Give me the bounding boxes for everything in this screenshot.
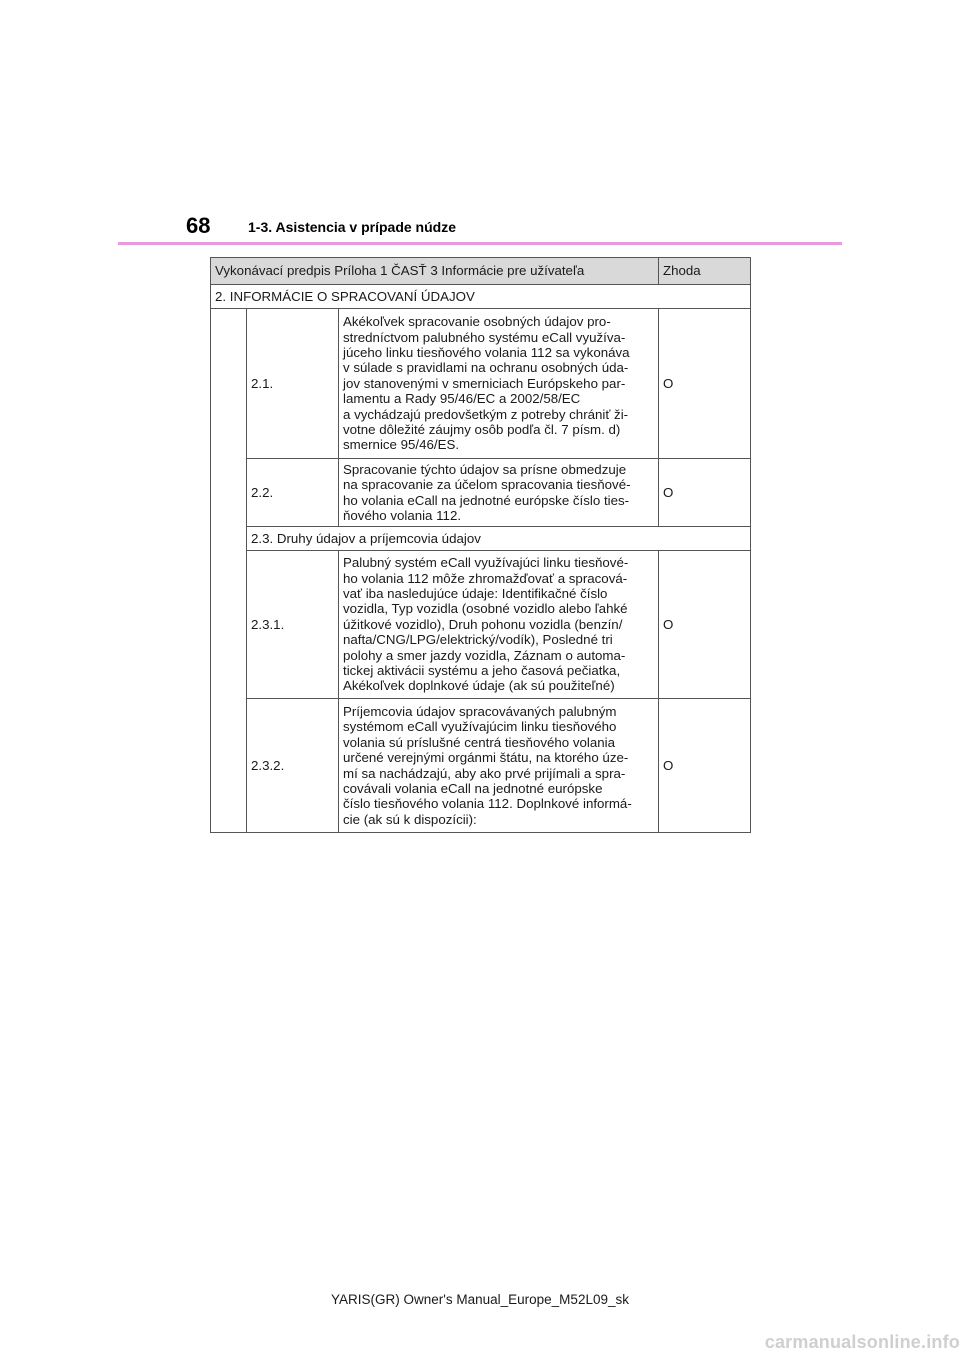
section-heading: 2. INFORMÁCIE O SPRACOVANÍ ÚDAJOV <box>211 285 751 309</box>
table-row <box>211 551 751 699</box>
row-number: 2.3.1. <box>247 551 339 699</box>
row-number: 2.1. <box>247 309 339 459</box>
row-text: Akékoľvek spracovanie osobných údajov pro- stredníctvom palubného systému eCall využíva- júceho linku tiesňového volania 112 sa vykonáva v súlade s pravidlami na ochranu osobných úda- jov stanovenými v smerniciach Európskeho par- lamentu a Rady 95/46/EC a 2002/58/EC a vychádzajú predovšetkým z potreby chrániť ži- votne dôležité záujmy osôb podľa čl. 7 písm. d) smernice 95/46/ES. <box>339 309 659 459</box>
row-text: Spracovanie týchto údajov sa prísne obmedzuje na spracovanie za účelom spracovania tiesňové- ho volania eCall na jednotné európske číslo ties- ňového volania 112. <box>339 459 659 527</box>
indent-cell <box>211 309 247 833</box>
compliance-mark: O <box>659 309 751 459</box>
requirement-column-header: Vykonávací predpis Príloha 1 ČASŤ 3 Informácie pre užívateľa <box>211 258 659 285</box>
table-header-row <box>211 258 751 285</box>
compliance-mark: O <box>659 551 751 699</box>
subsection-heading: 2.3. Druhy údajov a príjemcovia údajov <box>247 527 751 551</box>
watermark: carmanualsonline.info <box>764 1332 960 1352</box>
header-divider <box>118 242 842 245</box>
row-text: Palubný systém eCall využívajúci linku tiesňové- ho volania 112 môže zhromažďovať a spracová- vať iba nasledujúce údaje: Identifikačné číslo vozidla, Typ vozidla (osobné vozidlo alebo ľahké úžitkové vozidlo), Druh pohonu vozidla (benzín/ nafta/CNG/LPG/elektrický/vodík), Posledné tri polohy a smer jazdy vozidla, Záznam o automa- tickej aktivácii systému a jeho časová pečiatka, Akékoľvek doplnkové údaje (ak sú použiteľné) <box>339 551 659 699</box>
compliance-mark: O <box>659 459 751 527</box>
compliance-mark: O <box>659 699 751 833</box>
requirements-table <box>210 257 751 833</box>
section-row <box>211 285 751 309</box>
compliance-column-header: Zhoda <box>659 258 751 285</box>
row-number: 2.2. <box>247 459 339 527</box>
row-number: 2.3.2. <box>247 699 339 833</box>
subsection-row <box>211 527 751 551</box>
footer-manual-id: YARIS(GR) Owner's Manual_Europe_M52L09_sk <box>331 1292 629 1307</box>
page-number: 68 <box>186 213 211 238</box>
section-title: 1-3. Asistencia v prípade núdze <box>248 219 456 235</box>
row-text: Príjemcovia údajov spracovávaných palubným systémom eCall využívajúcim linku tiesňového volania sú príslušné centrá tiesňového volania určené verejnými orgánmi štátu, na ktorého úze- mí sa nachádzajú, aby ako prvé prijímali a spra- covávali volania eCall na jednotné európske číslo tiesňového volania 112. Doplnkové informá- cie (ak sú k dispozícii): <box>339 699 659 833</box>
table-row <box>211 309 751 459</box>
table-row <box>211 699 751 833</box>
table-row <box>211 459 751 527</box>
